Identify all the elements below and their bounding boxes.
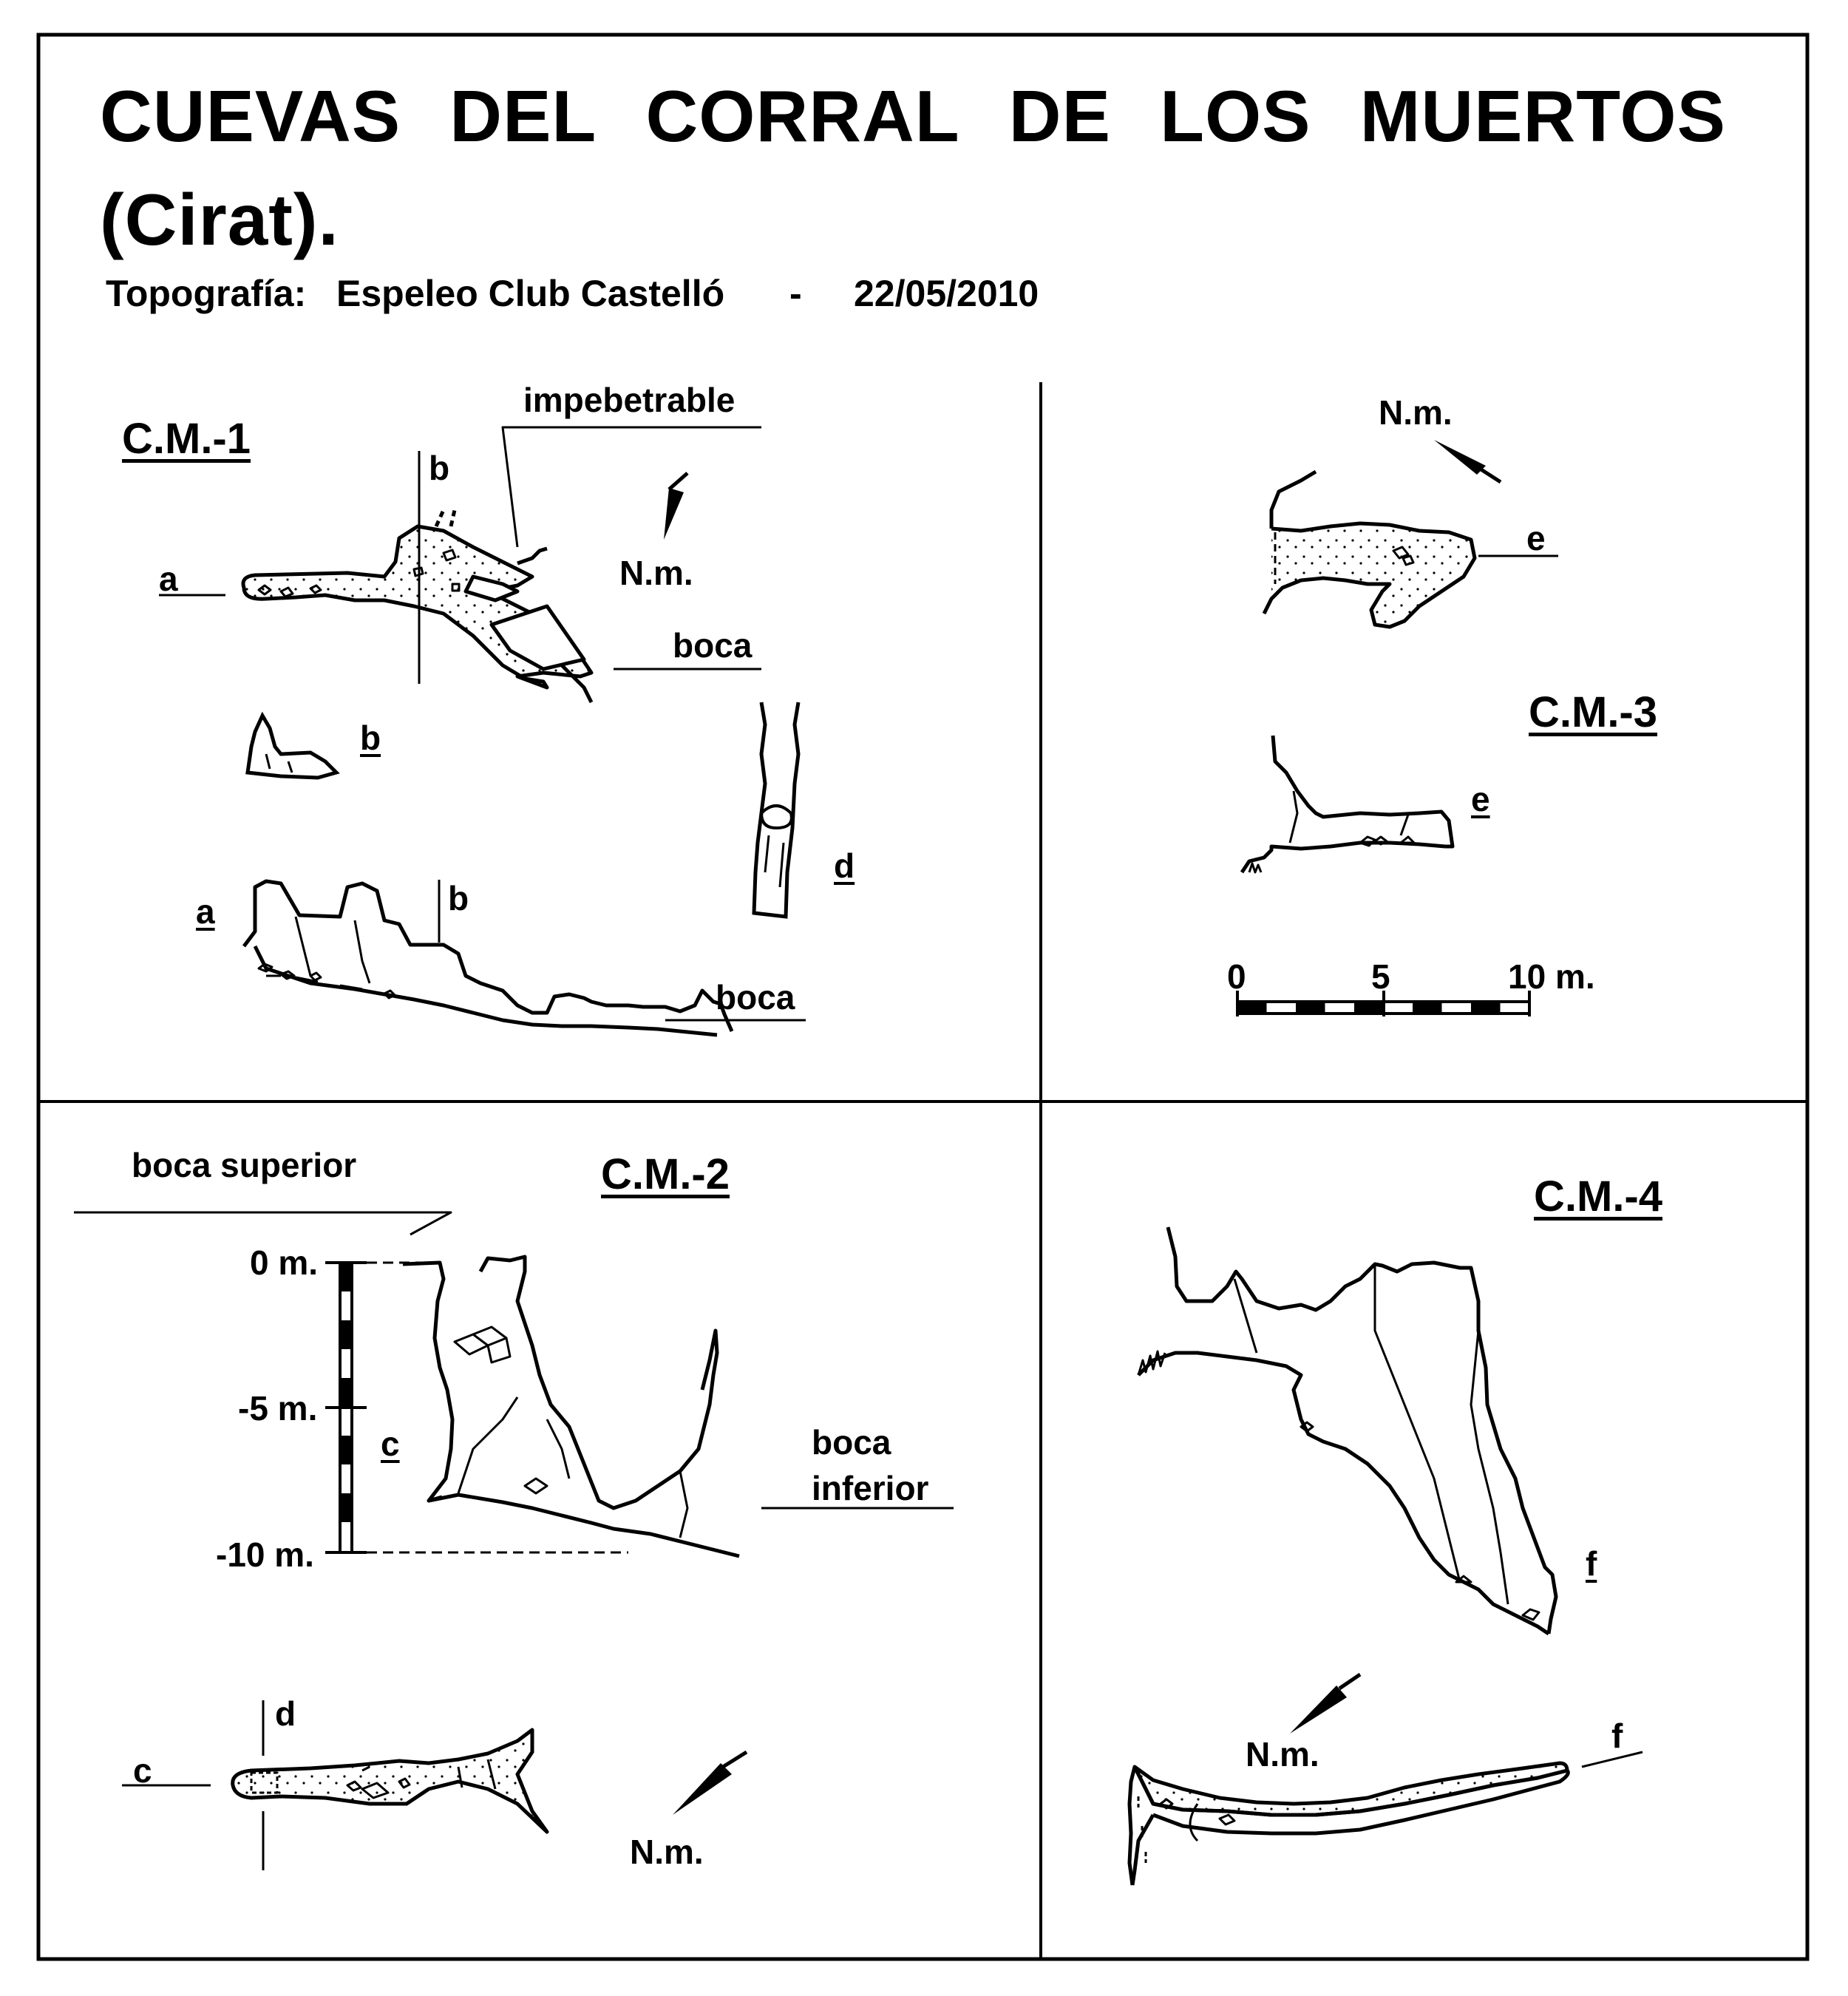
cm1-cross-section-b — [248, 716, 336, 778]
cm2-north-label: N.m. — [630, 1833, 704, 1871]
cm3-profile — [1242, 736, 1453, 872]
cm1-section-a-profile: a — [196, 892, 215, 931]
cm3-section-e-plan: e — [1526, 519, 1546, 557]
cm1-heading: C.M.-1 — [122, 415, 251, 463]
cm2-section-c-profile: c — [381, 1425, 400, 1463]
cm4-north-label: N.m. — [1246, 1735, 1319, 1773]
cm3-scale-10: 10 m. — [1508, 957, 1595, 996]
cm4-plan — [1129, 1752, 1643, 1885]
cm1-north-label: N.m. — [619, 554, 693, 592]
subtitle-separator: - — [789, 273, 802, 314]
cm3-section-e-profile: e — [1471, 780, 1490, 818]
cm2-boca-inferior-label-1: boca — [812, 1423, 891, 1462]
cm2-north-arrow — [673, 1752, 747, 1815]
cm2-section-d-plan: d — [275, 1694, 296, 1733]
title-word: DE — [1008, 75, 1111, 157]
cm4-section-f-profile: f — [1586, 1544, 1597, 1583]
cm2-depth-5: -5 m. — [238, 1389, 318, 1428]
cm3-north-arrow — [1434, 440, 1501, 482]
cm2-depth-10: -10 m. — [216, 1535, 314, 1574]
cm1-section-b-profile: b — [448, 879, 469, 917]
title-word: CUEVAS — [100, 75, 401, 157]
cm1-cross-section-d — [754, 702, 798, 917]
subtitle-author: Espeleo Club Castelló — [336, 273, 725, 314]
sheet-border — [38, 35, 1807, 1959]
cm1-boca-plan-label: boca — [673, 626, 753, 665]
cm1-section-d-cross: d — [834, 846, 855, 885]
cm1-boca-profile-label: boca — [716, 978, 795, 1016]
cm1-section-b-plan: b — [429, 449, 450, 487]
cm1-north-arrow — [664, 473, 687, 540]
cm2-section-c-plan: c — [133, 1751, 152, 1790]
cm3-plan — [1264, 472, 1558, 627]
cm2-depth-scale — [325, 1263, 367, 1552]
title-word: MUERTOS — [1359, 75, 1726, 157]
cm4-heading: C.M.-4 — [1534, 1172, 1662, 1221]
subtitle-date: 22/05/2010 — [854, 273, 1039, 314]
title-word: DEL — [449, 75, 597, 157]
cm2-plan — [122, 1700, 547, 1870]
title-word: LOS — [1160, 75, 1311, 157]
cm3-heading: C.M.-3 — [1529, 688, 1657, 736]
cm1-impenetrable-label: impebetrable — [523, 381, 736, 419]
cm1-section-a-plan: a — [159, 560, 178, 598]
cm2-heading: C.M.-2 — [601, 1150, 730, 1198]
cm2-boca-inferior-label-2: inferior — [812, 1469, 929, 1507]
title-location: (Cirat). — [100, 179, 339, 260]
cm3-scale-0: 0 — [1227, 957, 1246, 996]
cm3-north-label: N.m. — [1379, 393, 1453, 432]
subtitle-label: Topografía: — [106, 273, 307, 314]
title-word: CORRAL — [645, 75, 960, 157]
page-title — [100, 75, 1726, 157]
cm3-scale-5: 5 — [1371, 957, 1390, 996]
cm4-north-arrow — [1290, 1674, 1360, 1734]
cm2-boca-superior-label: boca superior — [132, 1146, 357, 1184]
cm4-section-f-plan: f — [1611, 1717, 1623, 1755]
cm4-profile — [1138, 1227, 1556, 1634]
cm1-section-b-cross: b — [360, 719, 381, 757]
cm2-depth-0: 0 m. — [250, 1243, 319, 1282]
